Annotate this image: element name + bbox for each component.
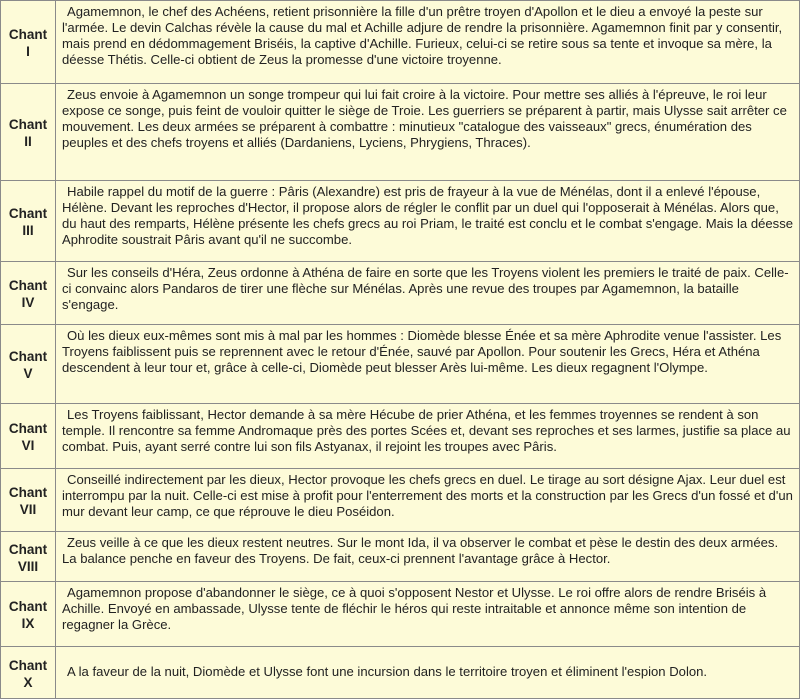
chant-summary: Zeus veille à ce que les dieux restent neutres. Sur le mont Ida, il va observer le combat et pèse le destin des deux armées. La balance penche en faveur des Troyens. De fait, ceux-ci prennent l'avantage grâce à Hector. xyxy=(56,532,799,581)
table-row xyxy=(1,325,799,403)
chant-word: Chant xyxy=(8,599,48,614)
chant-numeral: III xyxy=(22,223,34,238)
chant-word: Chant xyxy=(8,541,48,557)
table-row xyxy=(1,84,799,180)
table-row xyxy=(1,647,799,698)
chant-summary: Conseillé indirectement par les dieux, Hector provoque les chefs grecs en duel. Le tirage au sort désigne Ajax. Leur duel est interrompu par la nuit. Celle-ci est mise à profit pour l'enterrement des morts et la construction par les Grecs d'un fossé et d'un mur devant leur camp, ce que réprouve le dieu Poséidon. xyxy=(56,469,799,531)
table-row xyxy=(1,262,799,324)
chant-word: Chant xyxy=(8,278,48,293)
chant-numeral: V xyxy=(23,366,33,381)
chant-numeral: VIII xyxy=(17,558,39,574)
chant-numeral: VI xyxy=(21,438,35,453)
chant-label-cell xyxy=(1,582,55,646)
table-row xyxy=(1,469,799,531)
table-row xyxy=(1,404,799,468)
table-row xyxy=(1,1,799,83)
chant-numeral: VII xyxy=(19,502,37,517)
chant-word: Chant xyxy=(8,421,48,436)
chant-label-cell xyxy=(1,647,55,698)
table-row xyxy=(1,181,799,261)
table-row xyxy=(1,582,799,646)
chant-summary: Sur les conseils d'Héra, Zeus ordonne à Athéna de faire en sorte que les Troyens violent les premiers le traité de paix. Celle-ci convainc alors Pandaros de tirer une flèche sur Ménélas. Après une revue des troupes par Agamemnon, la bataille s'engage. xyxy=(56,262,799,324)
chant-label-cell xyxy=(1,1,55,83)
chant-numeral: IX xyxy=(21,616,35,631)
chant-label-cell xyxy=(1,181,55,261)
chant-label-cell xyxy=(1,262,55,324)
chant-word: Chant xyxy=(8,657,48,673)
chant-label-cell xyxy=(1,404,55,468)
chant-numeral: II xyxy=(24,134,32,149)
table-row xyxy=(1,532,799,581)
chant-numeral: IV xyxy=(21,295,35,310)
chant-summary: Agamemnon propose d'abandonner le siège, ce à quoi s'opposent Nestor et Ulysse. Le roi offre alors de rendre Briséis à Achille. Envoyé en ambassade, Ulysse tente de fléchir le héros qui reste intraitable et annonce même son intention de regagner la Grèce. xyxy=(56,582,799,646)
chant-label-cell xyxy=(1,325,55,403)
chant-numeral: I xyxy=(26,44,30,59)
chant-word: Chant xyxy=(8,206,48,221)
chant-summary: Zeus envoie à Agamemnon un songe trompeur qui lui fait croire à la victoire. Pour mettre ses alliés à l'épreuve, le roi leur expose ce songe, puis feint de vouloir quitter le siège de Troie. Les guerriers se préparent à partir, mais Ulysse sait arrêter ce mouvement. Les deux armées se préparent à combattre : minutieux "catalogue des vaisseaux" grecs, énumération des peuples et des chefs troyens et alliés (Dardaniens, Lyciens, Phrygiens, Thraces). xyxy=(56,84,799,180)
chant-word: Chant xyxy=(8,27,48,42)
chant-label-cell xyxy=(1,469,55,531)
chant-word: Chant xyxy=(8,485,48,500)
chant-word: Chant xyxy=(8,349,48,364)
chant-summary: Les Troyens faiblissant, Hector demande à sa mère Hécube de prier Athéna, et les femmes troyennes se rendent à son temple. Il rencontre sa femme Andromaque près des portes Scées et, devant ses reproches et ses larmes, justifie sa place au combat. Puis, ayant serré contre lui son fils Astyanax, il rejoint les troupes avec Pâris. xyxy=(56,404,799,468)
chant-summary: Agamemnon, le chef des Achéens, retient prisonnière la fille d'un prêtre troyen d'Apollon et le dieu a envoyé la peste sur l'armée. Le devin Calchas révèle la cause du mal et Achille adjure de rendre la prisonnière. Agamemnon finit par y consentir, mais prend en dédommagement Briséis, la captive d'Achille. Furieux, celui-ci se retire sous sa tente et invoque sa mère, la déesse Thétis. Celle-ci obtient de Zeus la promesse d'une victoire troyenne. xyxy=(56,1,799,83)
chant-label-cell xyxy=(1,532,55,581)
chant-numeral: X xyxy=(23,674,33,690)
chant-summary: A la faveur de la nuit, Diomède et Ulysse font une incursion dans le territoire troyen et éliminent l'espion Dolon. xyxy=(56,647,799,698)
chant-summary: Où les dieux eux-mêmes sont mis à mal par les hommes : Diomède blesse Énée et sa mère Aphrodite venue l'assister. Les Troyens faiblissent puis se reprennent avec le retour d'Énée, sauvé par Apollon. Pour soutenir les Grecs, Héra et Athéna descendent à leur tour et, grâce à celle-ci, Diomède peut blesser Arès lui-même. Les dieux regagnent l'Olympe. xyxy=(56,325,799,403)
chant-word: Chant xyxy=(8,117,48,132)
chant-summary: Habile rappel du motif de la guerre : Pâris (Alexandre) est pris de frayeur à la vue de Ménélas, dont il a enlevé l'épouse, Hélène. Devant les reproches d'Hector, il propose alors de régler le conflit par un duel qui l'opposerait à Ménélas. Alors que, du haut des remparts, Hélène présente les chefs grecs au roi Priam, le traité est conclu et le combat s'engage. Mais la déesse Aphrodite soustrait Pâris avant qu'il ne succombe. xyxy=(56,181,799,261)
chant-label-cell xyxy=(1,84,55,180)
